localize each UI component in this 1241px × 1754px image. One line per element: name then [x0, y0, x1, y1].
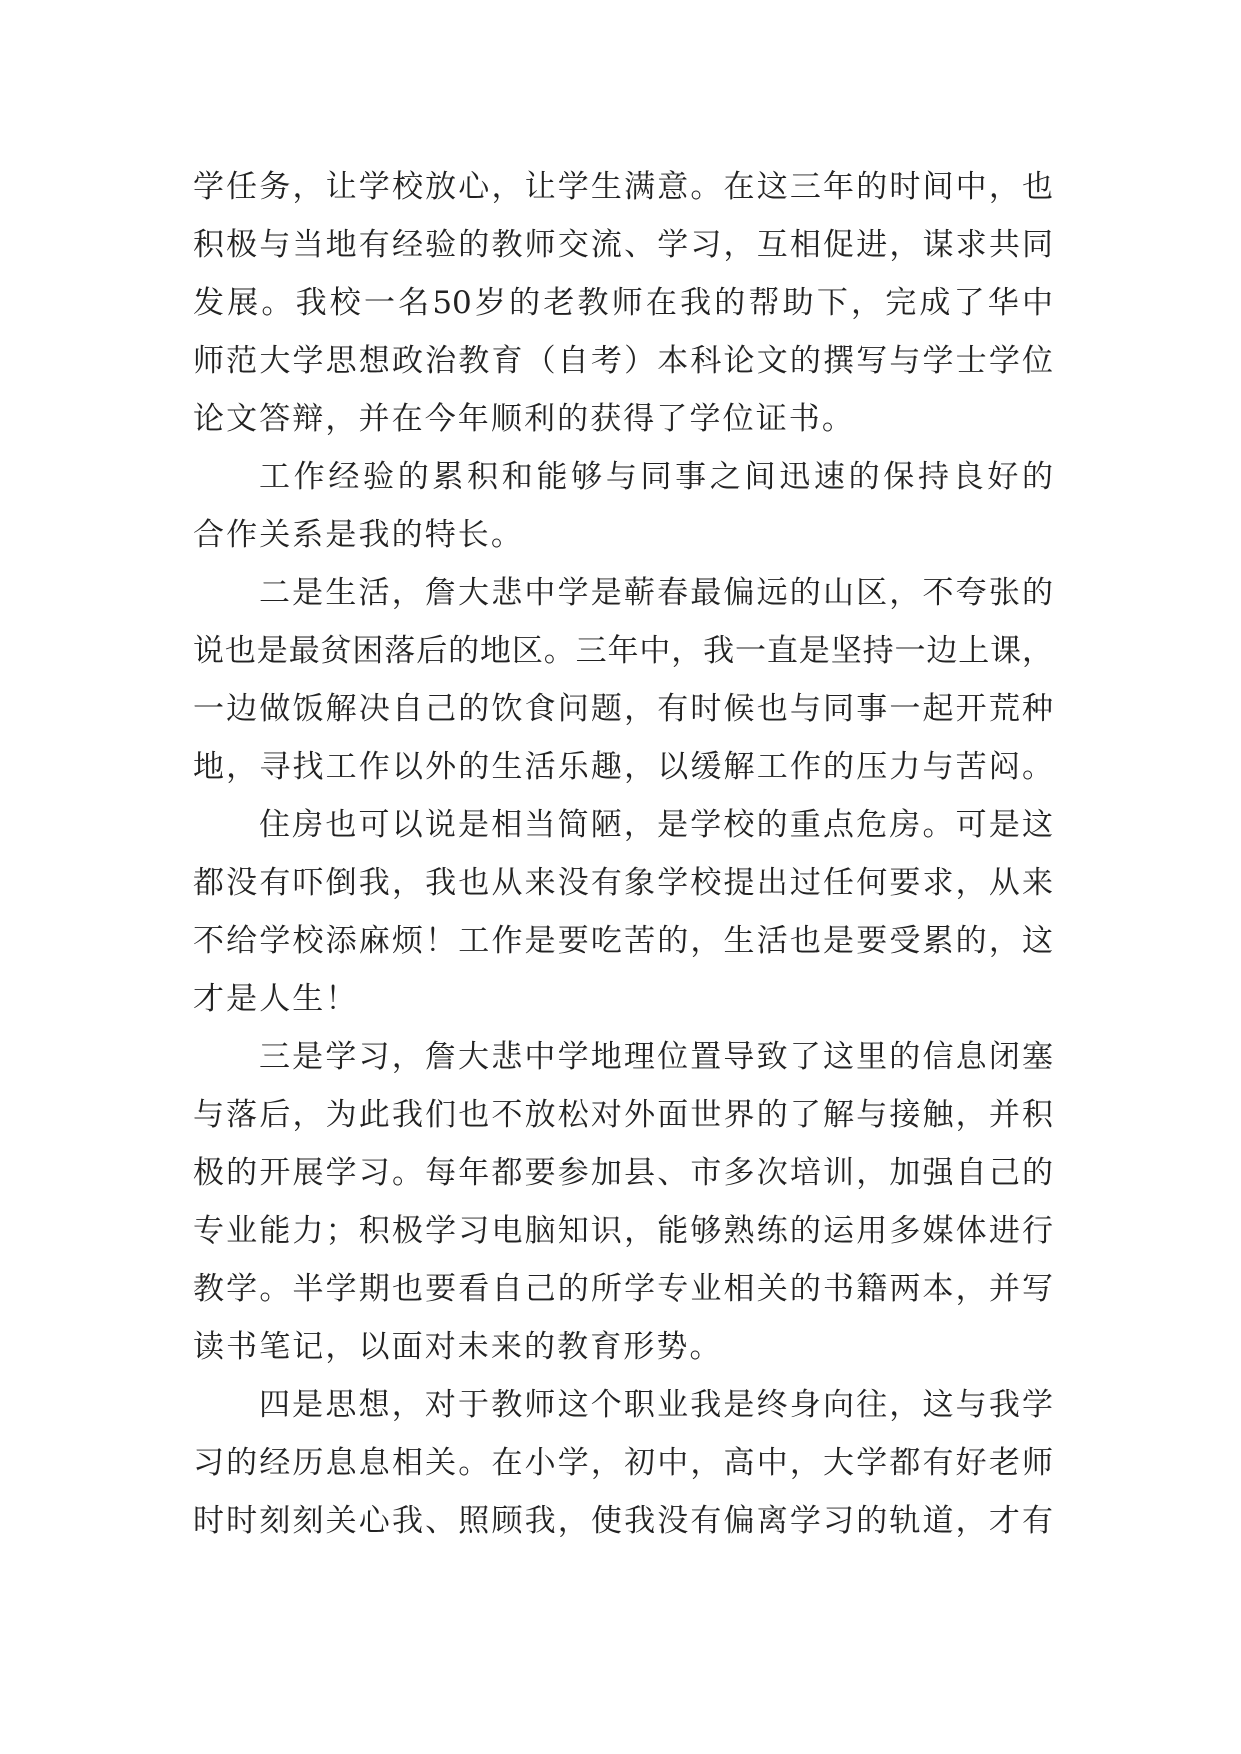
text-line: 极的开展学习。每年都要参加县、市多次培训，加强自己的 — [193, 1155, 1053, 1191]
text-line: 师范大学思想政治教育（自考）本科论文的撰写与学士学位 — [193, 343, 1053, 379]
text-line: 四是思想，对于教师这个职业我是终身向往，这与我学 — [259, 1387, 1053, 1423]
text-line: 学任务，让学校放心，让学生满意。在这三年的时间中，也 — [193, 169, 1053, 205]
text-line: 说也是最贫困落后的地区。三年中，我一直是坚持一边上课， — [193, 633, 1053, 669]
document-body — [193, 158, 1053, 1550]
text-line: 与落后，为此我们也不放松对外面世界的了解与接触，并积 — [193, 1097, 1053, 1133]
text-line: 不给学校添麻烦！工作是要吃苦的，生活也是要受累的，这 — [193, 923, 1053, 959]
text-line: 发展。我校一名50岁的老教师在我的帮助下，完成了华中 — [193, 285, 1053, 321]
text-line: 积极与当地有经验的教师交流、学习，互相促进，谋求共同 — [193, 227, 1053, 263]
text-line: 教学。半学期也要看自己的所学专业相关的书籍两本，并写 — [193, 1271, 1053, 1307]
text-line: 工作经验的累积和能够与同事之间迅速的保持良好的 — [259, 459, 1053, 495]
text-line: 一边做饭解决自己的饮食问题，有时候也与同事一起开荒种 — [193, 691, 1053, 727]
text-line: 都没有吓倒我，我也从来没有象学校提出过任何要求，从来 — [193, 865, 1053, 901]
text-line: 时时刻刻关心我、照顾我，使我没有偏离学习的轨道，才有 — [193, 1503, 1053, 1539]
text-line: 住房也可以说是相当简陋，是学校的重点危房。可是这 — [259, 807, 1053, 843]
text-line: 读书笔记，以面对未来的教育形势。 — [193, 1329, 723, 1365]
text-line: 地，寻找工作以外的生活乐趣，以缓解工作的压力与苦闷。 — [193, 749, 1053, 785]
text-line: 专业能力；积极学习电脑知识，能够熟练的运用多媒体进行 — [193, 1213, 1053, 1249]
text-line: 合作关系是我的特长。 — [193, 517, 524, 553]
text-line: 才是人生！ — [193, 981, 359, 1017]
text-line: 习的经历息息相关。在小学，初中，高中，大学都有好老师 — [193, 1445, 1053, 1481]
text-line: 三是学习，詹大悲中学地理位置导致了这里的信息闭塞 — [259, 1039, 1053, 1075]
text-line: 二是生活，詹大悲中学是蕲春最偏远的山区，不夸张的 — [259, 575, 1053, 611]
text-line: 论文答辩，并在今年顺利的获得了学位证书。 — [193, 401, 855, 437]
